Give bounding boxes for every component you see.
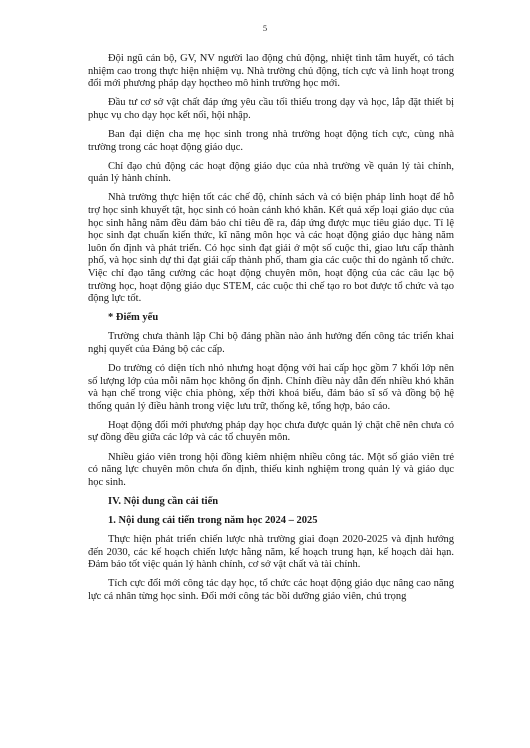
paragraph-small-area: Do trường có diện tích nhỏ nhưng hoạt động với hai cấp học gồm 7 khối lớp nên số lượng lớp của mỗi năm học không ổn định. Chính điều này dẫn đến nhiều khó khăn và hạn chế trong việc chia phòng, xếp thời khoá biểu, đảm bảo sĩ số và đồng bộ hệ thống quản lý điều hành trong việc lưu trữ, thống kê, tổng hợp, báo cáo. bbox=[88, 362, 454, 412]
paragraph-teaching-methods: Hoạt động đổi mới phương pháp dạy học chưa được quản lý chặt chẽ nên chưa có sự đồng đều giữa các lớp và các tổ chuyên môn. bbox=[88, 419, 454, 444]
document-body bbox=[88, 53, 454, 610]
heading-subsection-1: 1. Nội dung cải tiến trong năm học 2024 – 2025 bbox=[108, 514, 318, 526]
heading-section-iv: IV. Nội dung cần cải tiến bbox=[108, 495, 219, 507]
paragraph-teacher-workload: Nhiều giáo viên trong hội đồng kiêm nhiệm nhiều công tác. Một số giáo viên trẻ có năng lực chuyên môn chưa ổn định, thiếu kinh nghiệm trong quản lý và giáo dục học sinh. bbox=[88, 451, 454, 488]
paragraph-management: Chỉ đạo chủ động các hoạt động giáo dục của nhà trường về quản lý tài chính, quản lý hành chính. bbox=[88, 160, 454, 185]
paragraph-student-results: Nhà trường thực hiện tốt các chế độ, chính sách và có biện pháp linh hoạt để hỗ trợ học sinh khuyết tật, học sinh có hoàn cảnh khó khăn. Kết quả xếp loại giáo dục của học sinh hằng năm đều đảm bảo chỉ tiêu đề ra, đáp ứng được mục tiêu giáo dục. Tỉ lệ học sinh đạt chuẩn kiến thức, kĩ năng môn học và các hoạt động giáo dục hàng năm luôn ổn định và phát triển. Có học sinh đạt giải ở một số cuộc thi, giao lưu cấp thành phố, và học sinh dự thi đạt giải cấp thành phố, tham gia các cuộc thi do ngành tổ chức. Việc chỉ đạo tăng cường các hoạt động chuyên môn, hoạt động của các câu lạc bộ trường học, hoạt động giáo dục STEM, các cuộc thi chế tạo ro bot được tổ chức và tạo động lực tốt. bbox=[88, 192, 454, 305]
paragraph-facilities: Đầu tư cơ sở vật chất đáp ứng yêu cầu tối thiểu trong dạy và học, lắp đặt thiết bị phục vụ cho dạy học kết nối, hội nhập. bbox=[88, 97, 454, 121]
heading-weaknesses: * Điểm yếu bbox=[108, 312, 159, 324]
paragraph-parents-board: Ban đại diện cha mẹ học sinh trong nhà trường hoạt động tích cực, cùng nhà trường trong các hoạt động giáo dục. bbox=[88, 128, 454, 153]
paragraph-innovation: Tích cực đổi mới công tác dạy học, tổ chức các hoạt động giáo dục nâng cao năng lực cá nhân từng học sinh. Đổi mới công tác bồi dưỡng giáo viên, chú trọng bbox=[88, 578, 454, 602]
page-number: 5 bbox=[262, 23, 268, 33]
paragraph-party-cell: Trường chưa thành lập Chi bộ đảng phần nào ảnh hưởng đến công tác triển khai nghị quyết của Đảng bộ các cấp. bbox=[88, 331, 454, 355]
paragraph-staff-strengths: Đội ngũ cán bộ, GV, NV người lao động chủ động, nhiệt tình tâm huyết, có tách nhiệm cao trong thực hiện nhiệm vụ. Nhà trường chủ động, tích cực và linh hoạt trong đổi mới phương pháp dạy họctheo mô hình trường học mới. bbox=[88, 53, 454, 90]
paragraph-strategy: Thực hiện phát triển chiến lược nhà trường giai đoạn 2020-2025 và định hướng đến 2030, các kế hoạch chiến lược hằng năm, kế hoạch trung hạn, kế hoạch dài hạn. Đảm bảo tốt việc quản lý hành chính, cơ sở vật chất và tài chính. bbox=[88, 534, 454, 571]
